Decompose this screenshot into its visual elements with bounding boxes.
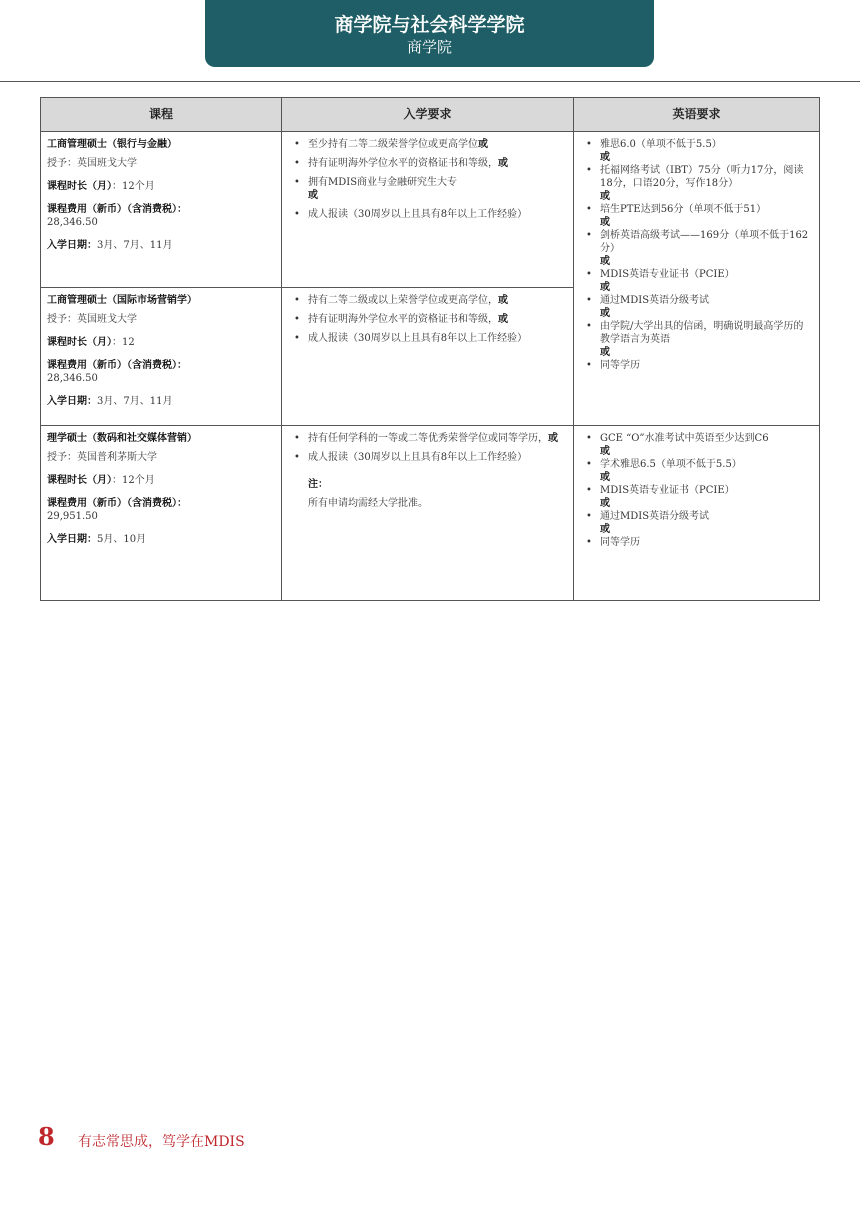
english-text: 托福网络考试（IBT）75分（听力17分，阅读18分，口语20分，写作18分） [600, 165, 804, 189]
awarded-by: 授予：英国班戈大学 [47, 158, 137, 169]
requirement-text: 至少持有二等二级荣誉学位或更高学位 [308, 139, 478, 150]
list-item [292, 138, 565, 151]
list-item [584, 268, 811, 294]
column-header-english: 英语要求 [574, 98, 820, 132]
column-header-entry: 入学要求 [282, 98, 574, 132]
or-connector: 或 [600, 524, 610, 535]
or-connector: 或 [600, 191, 610, 202]
duration [47, 336, 275, 349]
intake-value: 3月、7月、11月 [97, 240, 173, 251]
english-text: 通过MDIS英语分级考试 [600, 511, 710, 522]
page-number: 8 [38, 1122, 55, 1151]
entry-requirements-cell [282, 132, 574, 288]
english-text: MDIS英语专业证书（PCIE） [600, 485, 735, 496]
english-text: MDIS英语专业证书（PCIE） [600, 269, 735, 280]
list-item [584, 138, 811, 164]
section-title: 商学院与社会科学学院 [334, 14, 525, 36]
or-connector: 或 [308, 190, 318, 201]
list-item [584, 432, 811, 458]
intake [47, 533, 275, 546]
intake-value: 3月、7月、11月 [97, 396, 173, 407]
or-connector: 或 [600, 446, 610, 457]
list-item [584, 484, 811, 510]
program-cell [41, 132, 282, 288]
fee-label: 课程费用（新币）（含消费税）： [47, 204, 187, 215]
list-item [584, 458, 811, 484]
list-item [292, 332, 565, 345]
header-divider [0, 81, 860, 82]
program-name: 工商管理硕士（银行与金融） [47, 139, 177, 150]
list-item [584, 320, 811, 359]
english-text: 同等学历 [600, 537, 640, 548]
list-item [292, 157, 565, 170]
list-item [292, 294, 565, 307]
list-item [292, 451, 565, 464]
awarded-by: 授予：英国普利茅斯大学 [47, 452, 157, 463]
duration [47, 474, 275, 487]
or-connector: 或 [478, 139, 488, 150]
program-cell [41, 288, 282, 426]
or-connector: 或 [498, 295, 508, 306]
duration-label: 课程时长（月） [47, 475, 112, 486]
or-connector: 或 [600, 256, 610, 267]
program-cell [41, 426, 282, 601]
or-connector: 或 [498, 314, 508, 325]
entry-requirements-list [292, 432, 565, 464]
table-row [41, 132, 820, 288]
footer-slogan: 有志常思成，笃学在MDIS [78, 1134, 245, 1150]
list-item [292, 313, 565, 326]
entry-requirements-list [292, 138, 565, 221]
english-text: 同等学历 [600, 360, 640, 371]
note-title: 注： [308, 479, 328, 490]
list-item [292, 208, 565, 221]
list-item [292, 432, 565, 445]
english-text: 通过MDIS英语分级考试 [600, 295, 710, 306]
program-name: 工商管理硕士（国际市场营销学） [47, 295, 197, 306]
awarded-by: 授予：英国班戈大学 [47, 314, 137, 325]
english-text: 培生PTE达到56分（单项不低于51） [600, 204, 767, 215]
duration-value: ：12 [112, 337, 135, 348]
requirement-text: 成人报读（30周岁以上且具有8年以上工作经验） [308, 333, 528, 344]
intake-label: 入学日期： [47, 534, 97, 545]
intake-value: 5月、10月 [97, 534, 147, 545]
fee-value: 28,346.50 [47, 217, 98, 228]
entry-requirements-cell [282, 288, 574, 426]
or-connector: 或 [600, 498, 610, 509]
intake-label: 入学日期： [47, 240, 97, 251]
list-item [584, 294, 811, 320]
english-requirements-list [584, 138, 811, 372]
duration-label: 课程时长（月） [47, 181, 112, 192]
section-header-tab [205, 0, 654, 67]
or-connector: 或 [600, 217, 610, 228]
requirement-text: 成人报读（30周岁以上且具有8年以上工作经验） [308, 452, 528, 463]
fee-value: 29,951.50 [47, 511, 98, 522]
intake-label: 入学日期： [47, 396, 97, 407]
fee-label: 课程费用（新币）（含消费税）： [47, 498, 187, 509]
note-text: 所有申请均需经大学批准。 [308, 498, 428, 509]
duration-value: ：12个月 [112, 475, 155, 486]
list-item [584, 510, 811, 536]
list-item [584, 229, 811, 268]
entry-requirements-cell [282, 426, 574, 601]
column-header-program: 课程 [41, 98, 282, 132]
list-item [584, 164, 811, 203]
section-subtitle: 商学院 [406, 38, 452, 56]
or-connector: 或 [498, 158, 508, 169]
entry-requirements-list [292, 294, 565, 345]
or-connector: 或 [600, 282, 610, 293]
english-text: 由学院/大学出具的信函，明确说明最高学历的教学语言为英语 [600, 321, 804, 345]
programs-table [40, 97, 820, 601]
english-requirements-list [584, 432, 811, 549]
or-connector: 或 [600, 308, 610, 319]
english-text: 剑桥英语高级考试——169分（单项不低于162分） [600, 230, 809, 254]
english-requirements-cell [574, 426, 820, 601]
list-item [292, 176, 565, 202]
list-item [584, 203, 811, 229]
fee-value: 28,346.50 [47, 373, 98, 384]
english-text: 雅思6.0（单项不低于5.5） [600, 139, 722, 150]
duration-value: ：12个月 [112, 181, 155, 192]
page-footer [38, 1122, 245, 1152]
requirement-text: 持有证明海外学位水平的资格证书和等级， [308, 314, 498, 325]
requirement-text: 持有证明海外学位水平的资格证书和等级， [308, 158, 498, 169]
english-text: GCE “O”水准考试中英语至少达到C6 [600, 433, 769, 444]
requirement-text: 成人报读（30周岁以上且具有8年以上工作经验） [308, 209, 528, 220]
program-name: 理学硕士（数码和社交媒体营销） [47, 433, 197, 444]
intake [47, 239, 275, 252]
english-requirements-cell [574, 132, 820, 426]
intake [47, 395, 275, 408]
requirement-text: 拥有MDIS商业与金融研究生大专 [308, 177, 458, 188]
table-header-row [41, 98, 820, 132]
or-connector: 或 [600, 472, 610, 483]
or-connector: 或 [600, 347, 610, 358]
list-item [584, 536, 811, 549]
duration-label: 课程时长（月） [47, 337, 112, 348]
table-row [41, 426, 820, 601]
or-connector: 或 [548, 433, 558, 444]
duration [47, 180, 275, 193]
requirement-text: 持有二等二级或以上荣誉学位或更高学位， [308, 295, 498, 306]
list-item [584, 359, 811, 372]
fee-label: 课程费用（新币）（含消费税）： [47, 360, 187, 371]
or-connector: 或 [600, 152, 610, 163]
requirement-text: 持有任何学科的一等或二等优秀荣誉学位或同等学历， [308, 433, 548, 444]
english-text: 学术雅思6.5（单项不低于5.5） [600, 459, 742, 470]
